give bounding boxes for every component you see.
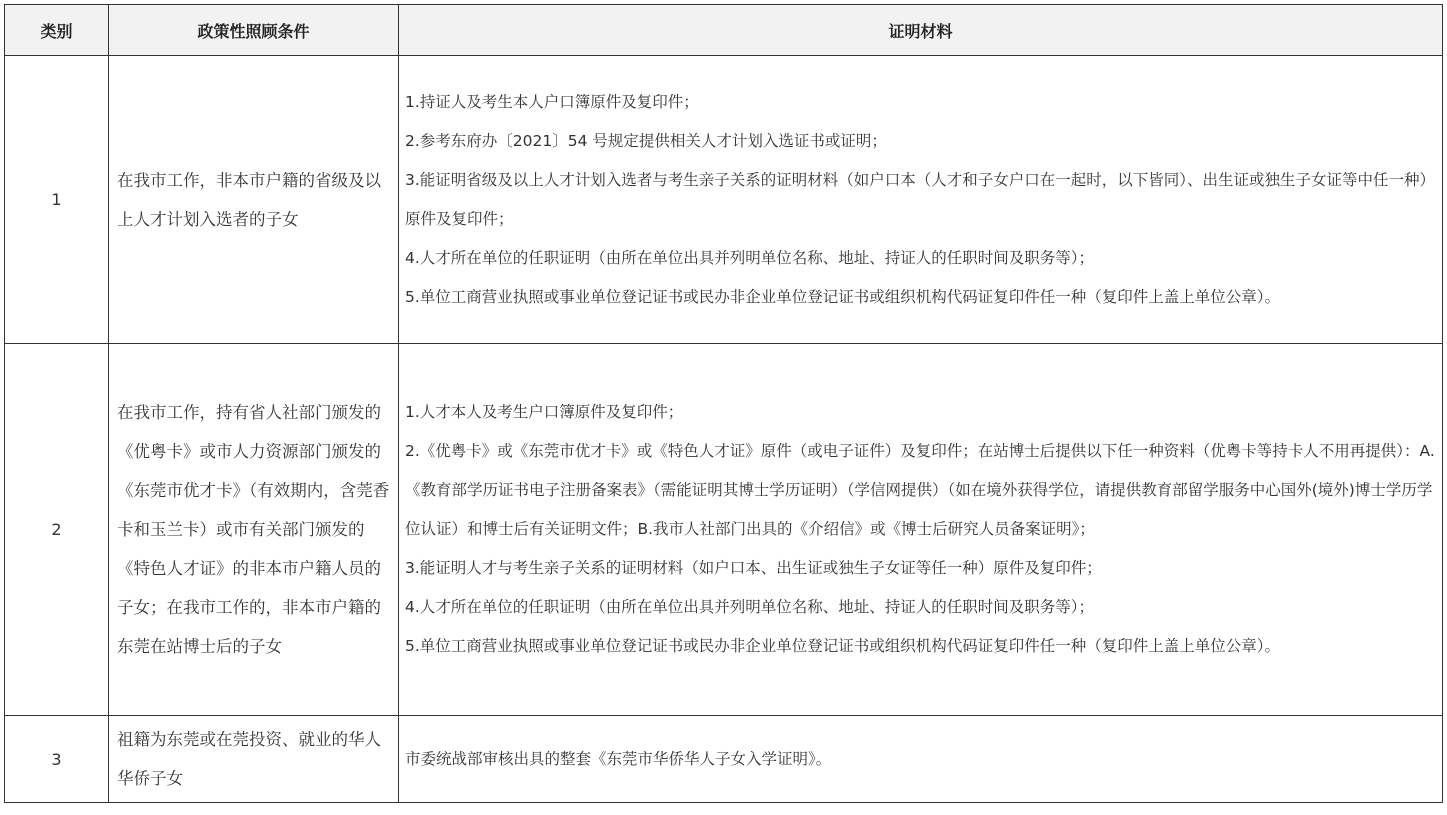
condition-cell: 在我市工作，持有省人社部门颁发的《优粤卡》或市人力资源部门颁发的《东莞市优才卡》（有效期内，含莞香卡和玉兰卡）或市有关部门颁发的《特色人才证》的非本市户籍人员的子女；在我市工作的，非本市户籍的东莞在站博士后的子女 xyxy=(109,344,399,716)
material-item: 市委统战部审核出具的整套《东莞市华侨华人子女入学证明》。 xyxy=(405,749,832,768)
material-item: 4.人才所在单位的任职证明（由所在单位出具并列明单位名称、地址、持证人的任职时间及职务等）； xyxy=(405,248,1095,267)
materials-cell xyxy=(399,716,1443,803)
material-item: 3.能证明省级及以上人才计划入选者与考生亲子关系的证明材料（如户口本（人才和子女户口在一起时，以下皆同）、出生证或独生子女证等中任一种）原件及复印件； xyxy=(405,170,1436,228)
material-item: 5.单位工商营业执照或事业单位登记证书或民办非企业单位登记证书或组织机构代码证复印件任一种（复印件上盖上单位公章）。 xyxy=(405,637,1281,655)
material-item: 1.人才本人及考生户口簿原件及复印件； xyxy=(405,403,684,421)
material-item: 5.单位工商营业执照或事业单位登记证书或民办非企业单位登记证书或组织机构代码证复印件任一种（复印件上盖上单位公章）。 xyxy=(405,287,1281,306)
materials-cell xyxy=(399,56,1443,344)
category-cell: 2 xyxy=(5,344,109,716)
policy-table xyxy=(4,4,1443,803)
materials-cell xyxy=(399,344,1443,716)
condition-cell: 祖籍为东莞或在莞投资、就业的华人华侨子女 xyxy=(109,716,399,803)
material-item: 3.能证明人才与考生亲子关系的证明材料（如户口本、出生证或独生子女证等任一种）原件及复印件； xyxy=(405,559,1102,577)
header-row xyxy=(5,5,1443,56)
condition-cell: 在我市工作，非本市户籍的省级及以上人才计划入选者的子女 xyxy=(109,56,399,344)
table-row xyxy=(5,56,1443,344)
material-item: 4.人才所在单位的任职证明（由所在单位出具并列明单位名称、地址、持证人的任职时间及职务等）； xyxy=(405,598,1095,616)
header-condition: 政策性照顾条件 xyxy=(109,5,399,56)
header-materials: 证明材料 xyxy=(399,5,1443,56)
table-row xyxy=(5,716,1443,803)
category-cell: 3 xyxy=(5,716,109,803)
table-row xyxy=(5,344,1443,716)
header-category: 类别 xyxy=(5,5,109,56)
material-item: 1.持证人及考生本人户口簿原件及复印件； xyxy=(405,92,699,111)
material-item: 2.《优粤卡》或《东莞市优才卡》或《特色人才证》原件（或电子证件）及复印件；在站博士后提供以下任一种资料（优粤卡等持卡人不用再提供）：A.《教育部学历证书电子注册备案表》（需能证明其博士学历证明）（学信网提供）（如在境外获得学位，请提供教育部留学服务中心国外(境外)博士学历学位认证）和博士后有关证明文件；B.我市人社部门出具的《介绍信》或《博士后研究人员备案证明》； xyxy=(405,442,1435,538)
material-item: 2.参考东府办〔2021〕54 号规定提供相关人才计划入选证书或证明； xyxy=(405,131,887,150)
category-cell: 1 xyxy=(5,56,109,344)
